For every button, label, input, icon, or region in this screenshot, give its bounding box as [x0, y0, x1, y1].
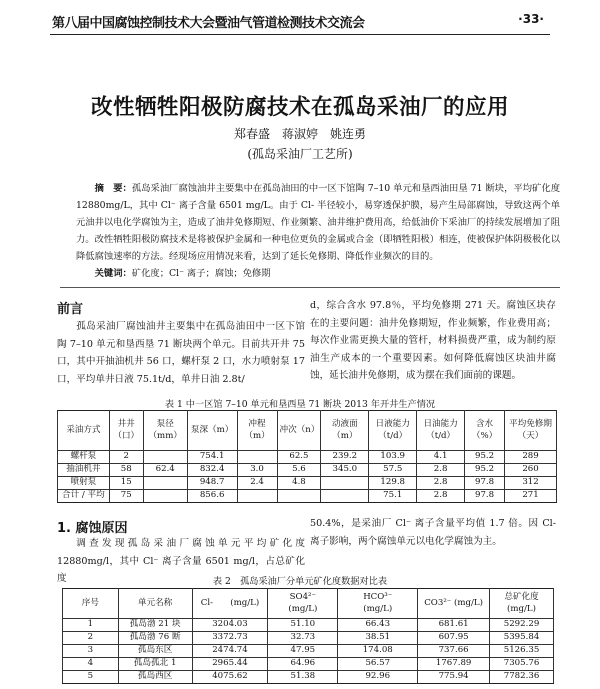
table1-cell: 2.8: [417, 464, 465, 477]
table2-cell: 5126.35: [490, 645, 554, 658]
table2-cell: 64.96: [268, 658, 338, 671]
section1-right-column: [310, 515, 556, 550]
table2-cell: 1: [63, 619, 119, 632]
table2-cell: 孤岛渤 21 块: [118, 619, 192, 632]
table1-cell: 260: [505, 464, 557, 477]
table1-row: [58, 477, 557, 490]
table1-cell: 2: [109, 451, 143, 464]
table2-header-cell: 单元名称: [118, 589, 192, 619]
table2-header-cell: CO3²⁻ (mg/L): [418, 589, 490, 619]
table1-cell: 3.0: [237, 464, 277, 477]
table2-cell: 孤岛西区: [118, 671, 192, 684]
table1-cell: [277, 490, 321, 503]
table2-cell: 51.38: [268, 671, 338, 684]
table1-cell: 58: [109, 464, 143, 477]
table1-row: [58, 490, 557, 503]
abstract-divider: [60, 287, 560, 288]
table2-header-cell: SO4²⁻ (mg/L): [268, 589, 338, 619]
keywords-label: 关键词：: [94, 268, 132, 279]
table1-cell: 97.8: [465, 477, 505, 490]
preface-paragraph: 孤岛采油厂腐蚀油井主要集中在孤岛油田中一区下馆陶 7–10 单元和垦西垦 71 断块两个单元。目前共开井 75 口，其中开抽油机井 56 口，螺杆泵 2 口，水力喷射泵 17 口，平均单井日液 75.1t/d，单井日油 2.8t/: [57, 321, 305, 385]
table2-cell: 2965.44: [192, 658, 268, 671]
page-number: ·33·: [518, 12, 544, 26]
table1-cell: [143, 490, 187, 503]
table1-cell: 271: [505, 490, 557, 503]
table1-cell: 129.8: [369, 477, 417, 490]
table1-cell: [143, 477, 187, 490]
table1-row: [58, 451, 557, 464]
table1-cell: 5.6: [277, 464, 321, 477]
table1-header-cell: 井井（口）: [109, 411, 143, 451]
table1-header-cell: 冲次（n）: [277, 411, 321, 451]
table2-row: [63, 645, 554, 658]
table2-cell: 607.95: [418, 632, 490, 645]
table1-cell: 856.6: [187, 490, 237, 503]
affiliation: (孤岛采油厂工艺所): [247, 147, 353, 161]
table1-cell: 754.1: [187, 451, 237, 464]
table1-cell: 喷射泵: [58, 477, 110, 490]
table1-cell: 95.2: [465, 464, 505, 477]
table1-cell: 95.2: [465, 451, 505, 464]
table2-cell: 92.96: [338, 671, 418, 684]
table1-header-cell: 采油方式: [58, 411, 110, 451]
table2-cell: 孤岛渤 76 断: [118, 632, 192, 645]
table1-cell: 75: [109, 490, 143, 503]
table2-cell: 孤岛东区: [118, 645, 192, 658]
table1-cell: 4.8: [277, 477, 321, 490]
table1-header-cell: 动液面（m）: [321, 411, 369, 451]
table2-row: [63, 632, 554, 645]
table2-cell: 3372.73: [192, 632, 268, 645]
abstract-text: 孤岛采油厂腐蚀油井主要集中在孤岛油田的中一区下馆陶 7–10 单元和垦西油田垦 71 断块，平均矿化度 12880mg/L，其中 Cl⁻ 离子含量 6501 mg/L。由于 Cl- 半径较小，易穿透保护膜，易产生局部腐蚀，导致这两个单元油井以电化学腐蚀为主，造成了油井免修期短、作业频繁、油井维护费用高，给低油价下采油厂的持续发展增加了阻力。改性牺牲阳极防腐技术是将被保护金属和一种电位更负的金属或合金（即牺牲阳极）相连，使被保护体阴极极化以降低腐蚀速率的方法。经现场应用情况来看，达到了延长免修期、降低作业频次的目的。: [76, 183, 560, 262]
preface-right-column: [310, 297, 556, 385]
table1-header-cell: 日油能力（t/d）: [417, 411, 465, 451]
table1-cell: 2.4: [237, 477, 277, 490]
table1-cell: 合计 / 平均: [58, 490, 110, 503]
table2-cell: 681.61: [418, 619, 490, 632]
table2-cell: 775.94: [418, 671, 490, 684]
table2-row: [63, 619, 554, 632]
table2: [62, 588, 554, 684]
table1-cell: [237, 451, 277, 464]
table2-cell: 5395.84: [490, 632, 554, 645]
keywords: [76, 266, 556, 281]
table1-cell: 289: [505, 451, 557, 464]
table1-cell: 螺杆泵: [58, 451, 110, 464]
table2-cell: 7782.36: [490, 671, 554, 684]
table1-header-cell: 泵深（m）: [187, 411, 237, 451]
table1-header-cell: 泵径（mm）: [143, 411, 187, 451]
table2-cell: 4075.62: [192, 671, 268, 684]
table1-cell: [321, 477, 369, 490]
table1-header-cell: 冲程（m）: [237, 411, 277, 451]
table1-cell: 4.1: [417, 451, 465, 464]
table2-cell: 5: [63, 671, 119, 684]
table2-cell: 56.57: [338, 658, 418, 671]
preface-left-column: [57, 318, 305, 388]
table1-cell: 97.8: [465, 490, 505, 503]
table1-cell: 2.8: [417, 477, 465, 490]
section1-paragraph-continued: 50.4%，是采油厂 Cl⁻ 离子含量平均值 1.7 倍。因 Cl- 离子影响，两个腐蚀单元以电化学腐蚀为主。: [310, 518, 556, 547]
table1-cell: 62.4: [143, 464, 187, 477]
table2-cell: 174.08: [338, 645, 418, 658]
table2-cell: 47.95: [268, 645, 338, 658]
table2-cell: 4: [63, 658, 119, 671]
running-header-title: 第八届中国腐蚀控制技术大会暨油气管道检测技术交流会: [52, 16, 365, 31]
table2-header-cell: HCO³⁻ (mg/L): [338, 589, 418, 619]
table2-row: [63, 671, 554, 684]
table2-cell: 737.66: [418, 645, 490, 658]
table2-header-cell: Cl- (mg/L): [192, 589, 268, 619]
table2-caption: 表 2 孤岛采油厂分单元矿化度数据对比表: [212, 576, 388, 587]
table2-header-cell: 序号: [63, 589, 119, 619]
table1-header-cell: 日液能力（t/d）: [369, 411, 417, 451]
table2-cell: 38.51: [338, 632, 418, 645]
table1-cell: 832.4: [187, 464, 237, 477]
table1-header-cell: 含水（%）: [465, 411, 505, 451]
section-heading-preface: 前言: [57, 302, 84, 317]
authors: 郑春盛 蒋淑婷 姚连勇: [233, 127, 366, 141]
table2-cell: 1767.89: [418, 658, 490, 671]
table1-cell: 948.7: [187, 477, 237, 490]
table1-cell: 345.0: [321, 464, 369, 477]
preface-paragraph-continued: d，综合含水 97.8％，平均免修期 271 天。腐蚀区块存在的主要问题：油井免修期短，作业频繁，作业费用高；每次作业需更换大量的管杆，材料损费严重，成为制约原油生产成本的一个重要因素。如何降低腐蚀区块油井腐蚀，延长油井免修期，成为摆在我们面前的课题。: [310, 300, 556, 382]
table1-cell: 抽油机井: [58, 464, 110, 477]
table2-cell: 2: [63, 632, 119, 645]
table2-cell: 5292.29: [490, 619, 554, 632]
table1-cell: 57.5: [369, 464, 417, 477]
table1-cell: 75.1: [369, 490, 417, 503]
table1-cell: [237, 490, 277, 503]
table2-cell: 3204.03: [192, 619, 268, 632]
table1-cell: [143, 451, 187, 464]
table2-cell: 51.10: [268, 619, 338, 632]
table2-row: [63, 658, 554, 671]
table1-header-cell: 平均免修期（天）: [505, 411, 557, 451]
keywords-text: 矿化度；Cl⁻ 离子；腐蚀；免修期: [131, 268, 271, 279]
table1: [57, 410, 557, 503]
table1-cell: 62.5: [277, 451, 321, 464]
table1-cell: 239.2: [321, 451, 369, 464]
table2-cell: 7305.76: [490, 658, 554, 671]
table1-caption: 表 1 中一区馆 7–10 单元和垦西垦 71 断块 2013 年开井生产情况: [164, 399, 436, 410]
table1-row: [58, 464, 557, 477]
table1-cell: 2.8: [417, 490, 465, 503]
table2-cell: 3: [63, 645, 119, 658]
abstract: [76, 180, 560, 265]
table1-cell: [321, 490, 369, 503]
section-heading-corrosion-cause: 1. 腐蚀原因: [57, 521, 128, 536]
table2-cell: 孤岛孤北 1: [118, 658, 192, 671]
table1-cell: 15: [109, 477, 143, 490]
table1-cell: 312: [505, 477, 557, 490]
table2-cell: 2474.74: [192, 645, 268, 658]
table2-cell: 32.73: [268, 632, 338, 645]
table1-cell: 103.9: [369, 451, 417, 464]
table2-header-cell: 总矿化度 (mg/L): [490, 589, 554, 619]
table2-cell: 66.43: [338, 619, 418, 632]
section1-paragraph: 调查发现孤岛采油厂腐蚀单元平均矿化度 12880mg/l，其中 Cl⁻ 离子含量 6501 mg/l，占总矿化度: [57, 538, 305, 585]
paper-title: 改性牺牲阳极防腐技术在孤岛采油厂的应用: [90, 95, 509, 120]
abstract-label: 摘 要：: [94, 183, 132, 194]
